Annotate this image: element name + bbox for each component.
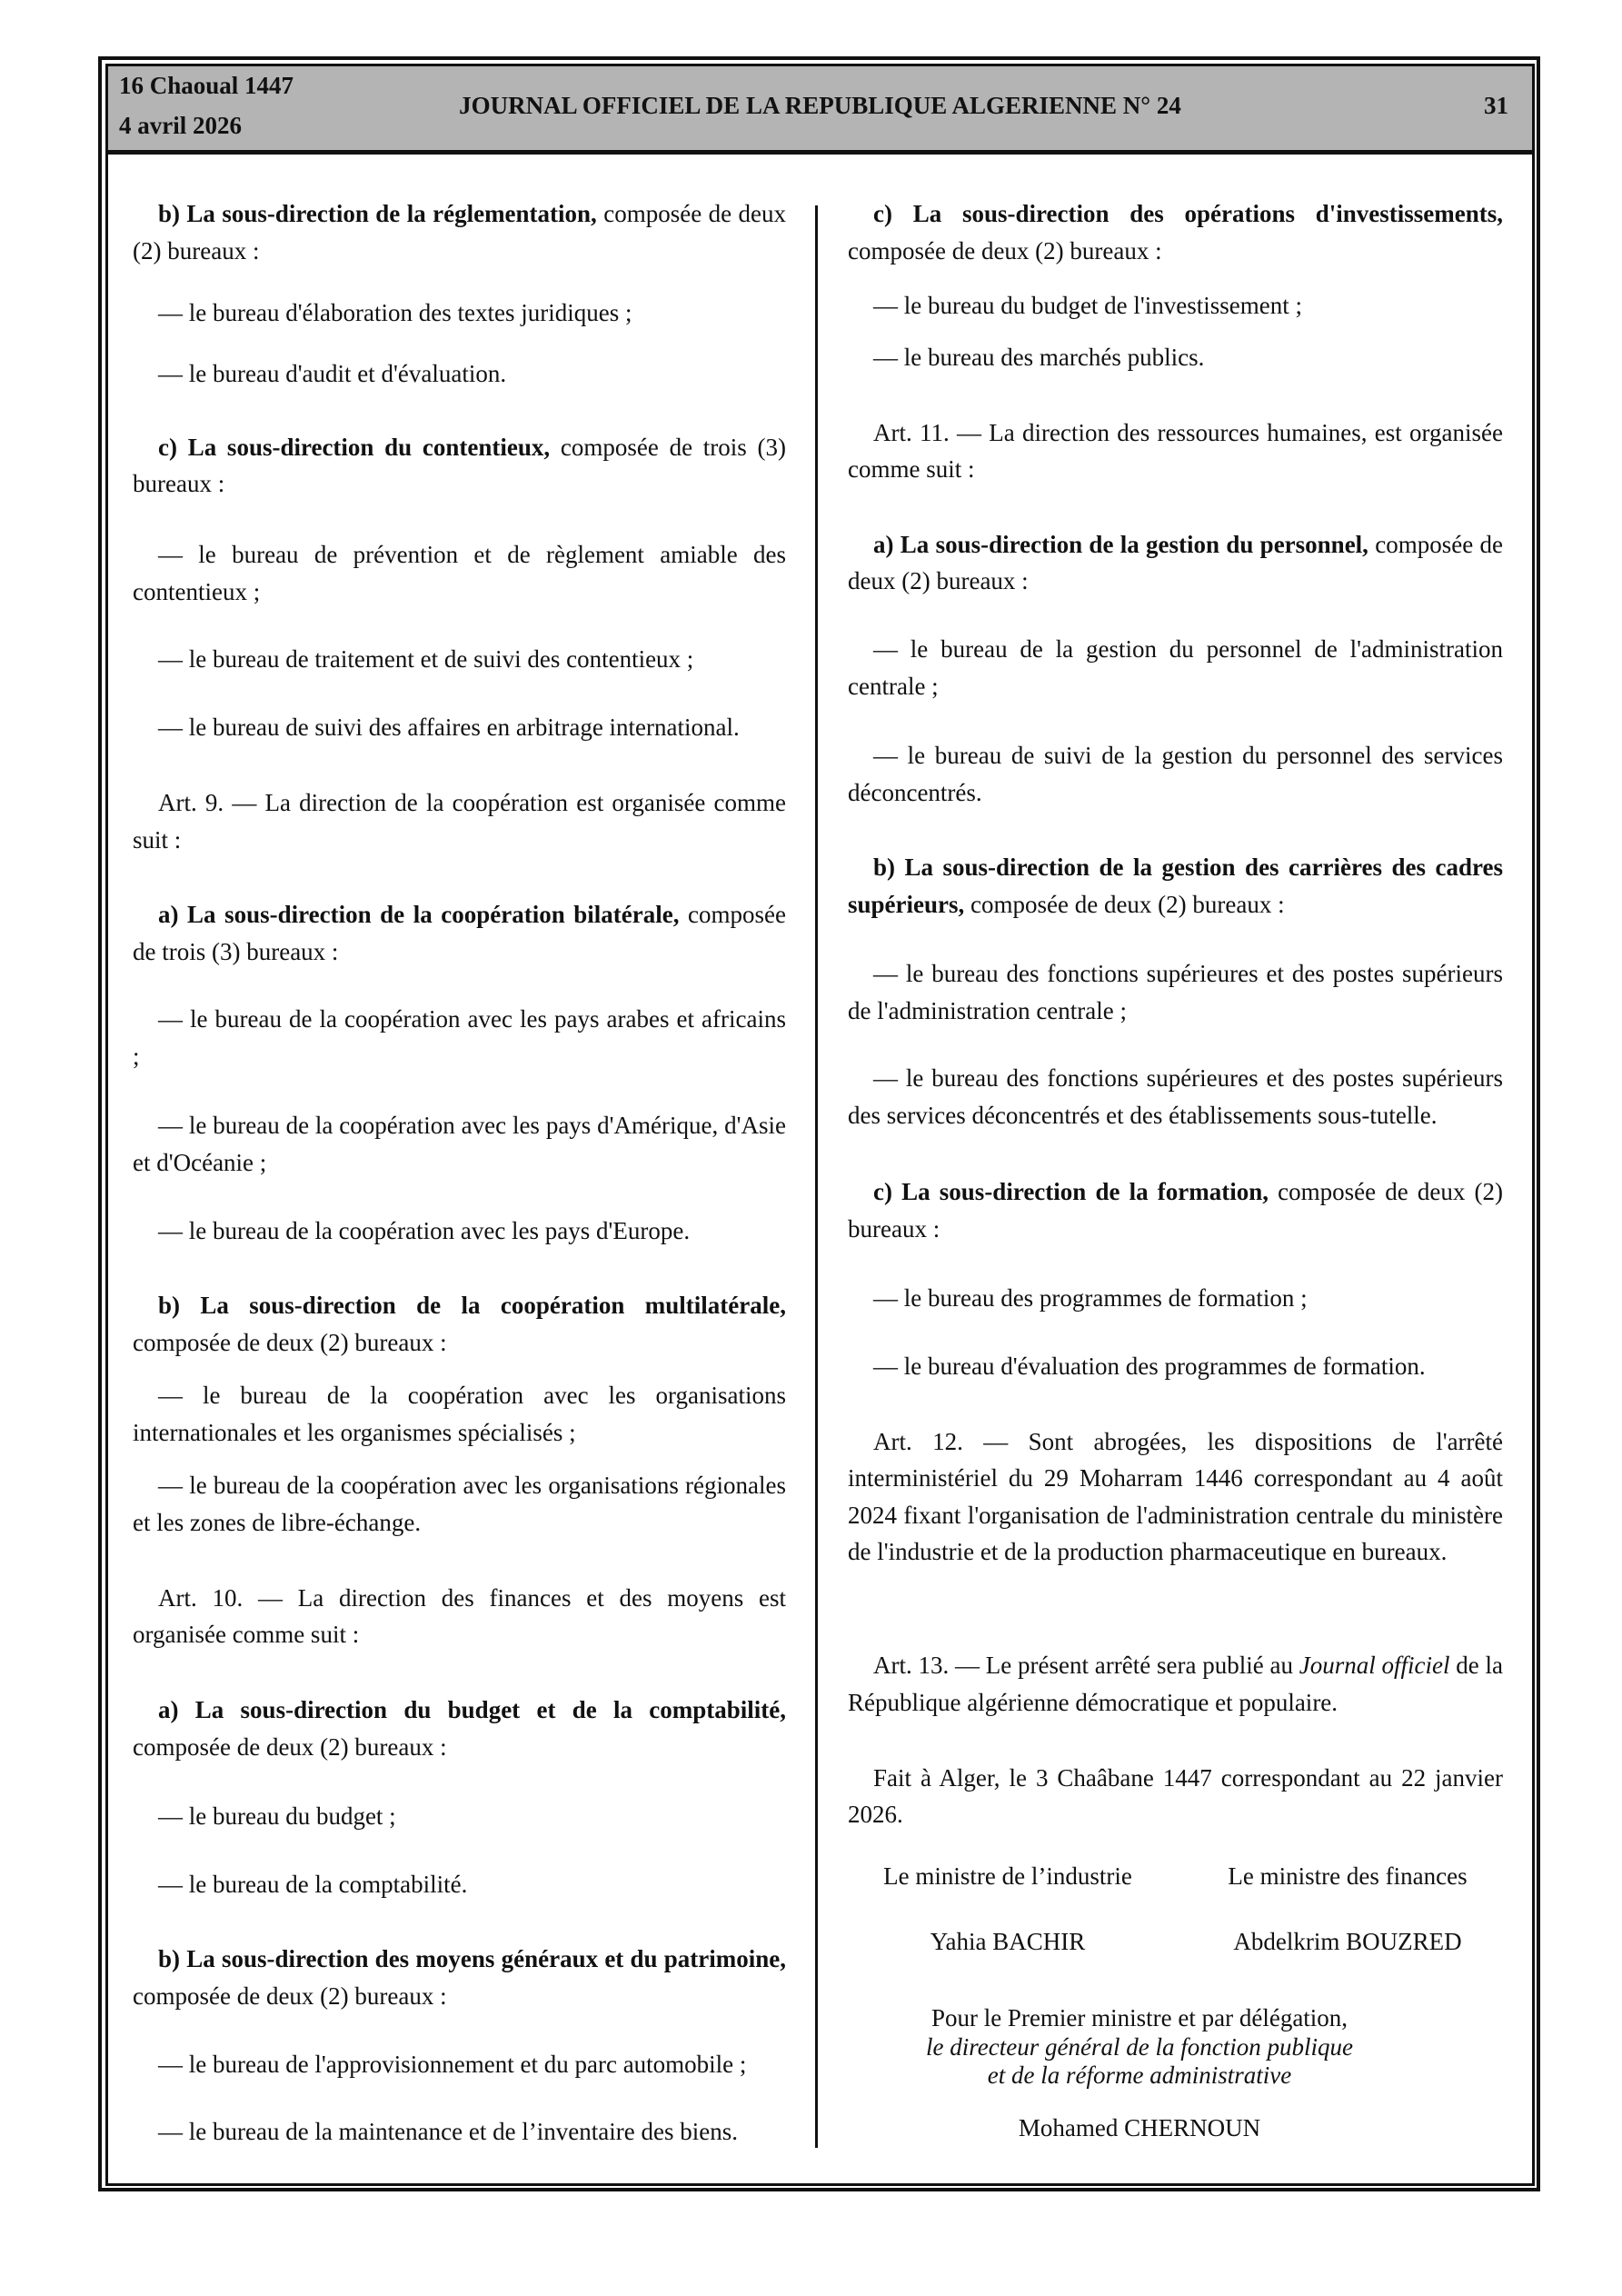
paragraph bbox=[133, 1377, 786, 1451]
paragraph-text: — le bureau de suivi de la gestion du personnel des services déconcentrés. bbox=[848, 741, 1503, 806]
minister2-name: Abdelkrim BOUZRED bbox=[1233, 1928, 1462, 1955]
paragraph-text: de la République algérienne démocratique et populaire. bbox=[848, 1652, 1503, 1716]
paragraph-text: — le bureau des fonctions supérieures et des postes supérieurs des services déconcentrés et des établissements sous-tutelle. bbox=[848, 1064, 1503, 1129]
paragraph-heading: a) La sous-direction du budget et de la comptabilité, bbox=[158, 1696, 786, 1724]
paragraph bbox=[848, 287, 1503, 324]
paragraph-text: composée de trois (3) bureaux : bbox=[133, 901, 786, 965]
journal-header bbox=[108, 66, 1532, 155]
paragraph bbox=[133, 1580, 786, 1653]
hijri-date: 16 Chaoual 1447 bbox=[119, 72, 294, 99]
column-divider bbox=[815, 205, 818, 2148]
paragraph-text: — le bureau d'évaluation des programmes de formation. bbox=[873, 1352, 1426, 1380]
paragraph bbox=[133, 1866, 786, 1903]
paragraph bbox=[133, 1213, 786, 1250]
paragraph bbox=[133, 536, 786, 610]
paragraph-text: — le bureau de la comptabilité. bbox=[158, 1870, 468, 1898]
paragraph-heading: c) La sous-direction des opérations d'investissements, bbox=[873, 200, 1503, 228]
paragraph bbox=[133, 1692, 786, 1765]
paragraph-text: Fait à Alger, le 3 Chaâbane 1447 correspondant au 22 janvier 2026. bbox=[848, 1763, 1503, 1829]
paragraph-text: composée de deux (2) bureaux : bbox=[133, 1982, 447, 2010]
paragraph-heading: a) La sous-direction de la gestion du personnel, bbox=[873, 530, 1368, 558]
paragraph bbox=[848, 1348, 1503, 1385]
paragraph-text: — le bureau de suivi des affaires en arbitrage international. bbox=[158, 714, 740, 742]
paragraph bbox=[848, 414, 1503, 488]
paragraph bbox=[848, 195, 1503, 269]
page-number: 31 bbox=[1484, 92, 1508, 119]
minister1-title: Le ministre de l’industrie bbox=[883, 1862, 1132, 1890]
paragraph bbox=[848, 849, 1503, 923]
paragraph bbox=[848, 1173, 1503, 1247]
paragraph-text: — le bureau de l'approvisionnement et du parc automobile ; bbox=[158, 2050, 747, 2078]
paragraph bbox=[133, 355, 786, 393]
paragraph-text: composée de deux (2) bureaux : bbox=[133, 1732, 447, 1761]
paragraph bbox=[848, 1060, 1503, 1133]
paragraph-text: — le bureau de la coopération avec les organisations régionales et les zones de libre-échange. bbox=[133, 1472, 786, 1536]
paragraph-text: — le bureau du budget de l'investissement ; bbox=[873, 291, 1303, 319]
gregorian-date: 4 avril 2026 bbox=[119, 112, 242, 139]
paragraph bbox=[848, 1280, 1503, 1317]
paragraph bbox=[133, 1107, 786, 1181]
paragraph bbox=[133, 1467, 786, 1541]
delegation-line: Pour le Premier ministre et par délégation, bbox=[930, 2004, 1348, 2031]
paragraph-text: — le bureau de la coopération avec les pays arabes et africains ; bbox=[133, 1005, 786, 1071]
paragraph-text: composée de deux (2) bureaux : bbox=[848, 530, 1503, 595]
minister2-title: Le ministre des finances bbox=[1228, 1862, 1468, 1890]
paragraph-text: Art. 13. — Le présent arrêté sera publié au bbox=[873, 1652, 1299, 1680]
paragraph bbox=[133, 709, 786, 746]
paragraph-heading: b) La sous-direction de la réglementation, bbox=[158, 200, 597, 228]
paragraph-text: composée de deux (2) bureaux : bbox=[848, 1178, 1503, 1243]
paragraph-text: composée de deux (2) bureaux : bbox=[848, 236, 1162, 265]
delegate-title-line1: le directeur général de la fonction publique bbox=[926, 2033, 1353, 2061]
paragraph-heading: c) La sous-direction de la formation, bbox=[873, 1178, 1269, 1206]
paragraph-text: — le bureau de la coopération avec les pays d'Europe. bbox=[158, 1216, 691, 1244]
paragraph-text: — le bureau des fonctions supérieures et des postes supérieurs de l'administration centrale ; bbox=[848, 960, 1503, 1024]
paragraph bbox=[848, 1760, 1503, 1833]
paragraph-text: — le bureau d'audit et d'évaluation. bbox=[158, 359, 507, 387]
paragraph-text: Art. 11. — La direction des ressources humaines, est organisée comme suit : bbox=[848, 418, 1503, 484]
delegate-name: Mohamed CHERNOUN bbox=[1018, 2114, 1261, 2141]
paragraph bbox=[133, 2046, 786, 2083]
paragraph-heading: b) La sous-direction des moyens généraux et du patrimoine, bbox=[158, 1945, 786, 1973]
paragraph-text: — le bureau des marchés publics. bbox=[873, 343, 1205, 371]
paragraph bbox=[133, 1798, 786, 1835]
paragraph bbox=[848, 737, 1503, 811]
paragraph bbox=[848, 955, 1503, 1029]
paragraph-heading: b) La sous-direction de la gestion des carrières des cadres supérieurs, bbox=[848, 854, 1503, 918]
paragraph-text: — le bureau de la coopération avec les pays d'Amérique, d'Asie et d'Océanie ; bbox=[133, 1112, 786, 1176]
paragraph-heading: c) La sous-direction du contentieux, bbox=[158, 433, 551, 461]
paragraph-text: Art. 9. — La direction de la coopération est organisée comme suit : bbox=[133, 788, 786, 854]
paragraph bbox=[848, 339, 1503, 376]
paragraph bbox=[133, 784, 786, 858]
paragraph bbox=[133, 294, 786, 332]
paragraph-text: — le bureau de la coopération avec les organisations internationales et les organismes spécialisés ; bbox=[133, 1382, 786, 1446]
delegate-title-line2: et de la réforme administrative bbox=[987, 2061, 1292, 2089]
paragraph bbox=[848, 1647, 1503, 1721]
paragraph-text: — le bureau des programmes de formation ; bbox=[873, 1284, 1308, 1313]
paragraph bbox=[133, 1287, 786, 1361]
paragraph bbox=[848, 526, 1503, 600]
paragraph bbox=[133, 2113, 786, 2151]
journal-title: JOURNAL OFFICIEL DE LA REPUBLIQUE ALGERIENNE N° 24 bbox=[459, 92, 1181, 119]
italic-text: Journal officiel bbox=[1299, 1652, 1450, 1680]
minister1-name: Yahia BACHIR bbox=[930, 1928, 1086, 1955]
paragraph bbox=[133, 195, 786, 269]
paragraph-text: composée de deux (2) bureaux : bbox=[133, 1328, 447, 1356]
paragraph-text: Art. 12. — Sont abrogées, les dispositions de l'arrêté interministériel du 29 Moharram 1446 correspondant au 4 août 2024 fixant l'organisation de l'administration centrale du ministère de l'industrie et de la production pharmaceutique en bureaux. bbox=[848, 1427, 1503, 1566]
paragraph-heading: a) La sous-direction de la coopération bilatérale, bbox=[158, 901, 680, 929]
paragraph-text: — le bureau de prévention et de règlement amiable des contentieux ; bbox=[133, 541, 786, 605]
paragraph bbox=[133, 641, 786, 678]
paragraph bbox=[133, 1001, 786, 1074]
paragraph-text: composée de deux (2) bureaux : bbox=[133, 200, 786, 265]
paragraph bbox=[848, 1423, 1503, 1571]
paragraph-text: — le bureau de la gestion du personnel de l'administration centrale ; bbox=[848, 635, 1503, 700]
paragraph-text: — le bureau d'élaboration des textes juridiques ; bbox=[158, 299, 632, 327]
paragraph bbox=[133, 1941, 786, 2014]
paragraph bbox=[133, 429, 786, 503]
paragraph bbox=[848, 631, 1503, 704]
paragraph bbox=[133, 896, 786, 970]
paragraph-text: composée de deux (2) bureaux : bbox=[964, 890, 1285, 918]
paragraph-text: — le bureau du budget ; bbox=[158, 1802, 396, 1830]
paragraph-text: composée de trois (3) bureaux : bbox=[133, 433, 786, 498]
paragraph-text: — le bureau de traitement et de suivi des contentieux ; bbox=[158, 645, 694, 674]
paragraph-text: Art. 10. — La direction des finances et des moyens est organisée comme suit : bbox=[133, 1583, 786, 1649]
paragraph-text: — le bureau de la maintenance et de l’inventaire des biens. bbox=[158, 2118, 738, 2146]
paragraph-heading: b) La sous-direction de la coopération multilatérale, bbox=[158, 1292, 786, 1320]
